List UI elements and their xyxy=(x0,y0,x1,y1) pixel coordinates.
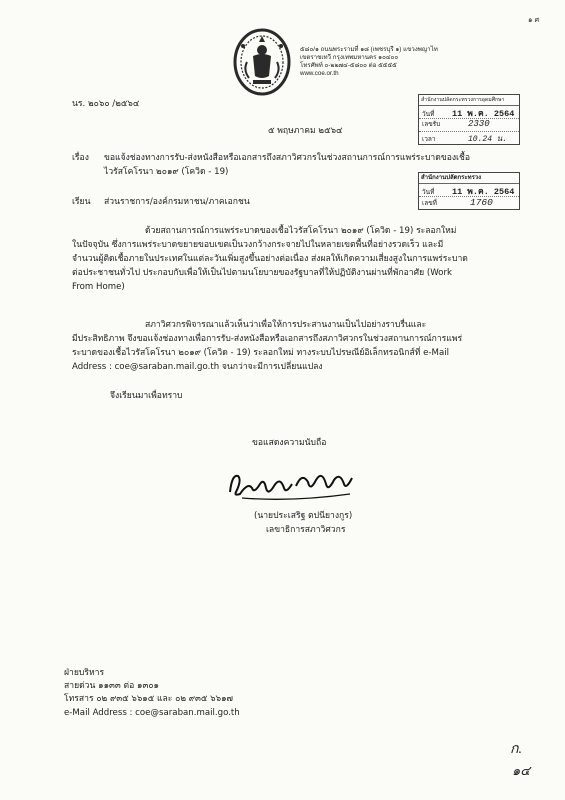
stamp-date-row xyxy=(419,184,519,197)
stamp-receive-row xyxy=(419,119,519,132)
stamp-receive-label: เลขรับ xyxy=(422,121,441,128)
stamp-heading: สำนักงานปลัดกระทรวง xyxy=(419,173,519,184)
footer-contact xyxy=(64,667,240,720)
footer-hotline: สายด่วน ๑๑๓๓ ต่อ ๑๓๐๑ xyxy=(64,681,160,692)
footer-fax: โทรสาร ๐๒ ๙๓๕ ๖๖๑๕ และ ๐๒ ๙๓๕ ๖๖๑๗ xyxy=(64,694,233,705)
received-stamp-2 xyxy=(418,172,520,210)
subject-line-1: ขอแจ้งช่องทางการรับ-ส่งหนังสือหรือเอกสารถึงสภาวิศวกรในช่วงสถานการณ์การแพร่ระบาดของเชื้อ xyxy=(104,153,470,163)
website-text: www.coe.or.th xyxy=(300,70,339,77)
paragraph-2-line: ระบาดของเชื้อไวรัสโคโรนา ๒๐๑๙ (โควิด - 19) ระลอกใหม่ ทางระบบไปรษณีย์อิเล็กทรอนิกส์ที่ e-Mail xyxy=(72,348,449,358)
address-line: เขตราชเทวี กรุงเทพมหานคร ๑๐๔๐๐ xyxy=(300,54,399,61)
stamp-heading: สำนักงานปลัดกระทรวงการอุดมศึกษา xyxy=(419,95,519,106)
paragraph-1-line: จำนวนผู้ติดเชื้อภายในประเทศในแต่ละวันเพิ่มสูงขึ้นอย่างต่อเนื่อง ส่งผลให้เกิดความเสี่ยงสูงในการแพร่ระบาด xyxy=(72,254,468,264)
paragraph-1-line: ด้วยสถานการณ์การแพร่ระบาดของเชื้อไวรัสโคโรนา ๒๐๑๙ (โควิด - 19) ระลอกใหม่ xyxy=(145,226,457,236)
paragraph-2-line: มีประสิทธิภาพ จึงขอแจ้งช่องทางเพื่อการรับ-ส่งหนังสือหรือเอกสารถึงสภาวิศวกรในช่วงสถานการณ์การแพร่ xyxy=(72,334,463,344)
stamp-number-value: 1760 xyxy=(470,197,493,208)
corner-mark: ก. xyxy=(510,742,522,757)
paragraph-2-line: Address : coe@saraban.mail.go.th จนกว่าจะมีการเปลี่ยนแปลง xyxy=(72,362,323,372)
address-block xyxy=(300,46,438,78)
stamp-date-row xyxy=(419,106,519,119)
stamp-time-value: 10.24 น. xyxy=(468,135,508,144)
signer-title: เลขาธิการสภาวิศวกร xyxy=(266,525,346,535)
letter-date: ๕ พฤษภาคม ๒๕๖๔ xyxy=(268,126,343,136)
paragraph-2-line: สภาวิศวกรพิจารณาแล้วเห็นว่าเพื่อให้การประสานงานเป็นไปอย่างราบรื่นและ xyxy=(145,320,427,330)
stamp-date-value: 11 พ.ค. 2564 xyxy=(452,187,515,197)
closing-request: จึงเรียนมาเพื่อทราบ xyxy=(110,391,183,401)
stamp-date-label: วันที่ xyxy=(422,189,435,196)
stamp-date-label: วันที่ xyxy=(422,111,435,118)
subject-line-2: ไวรัสโคโรนา ๒๐๑๙ (โควิด - 19) xyxy=(104,167,229,177)
footer-email: e-Mail Address : coe@saraban.mail.go.th xyxy=(64,707,240,718)
regards-text: ขอแสดงความนับถือ xyxy=(252,438,327,448)
stamp-time-row xyxy=(419,132,519,144)
salutation-text: ส่วนราชการ/องค์กรมหาชน/ภาคเอกชน xyxy=(104,197,250,207)
stamp-receive-value: 2330 xyxy=(468,119,490,129)
page-mark: ๑ ศ xyxy=(528,16,540,24)
stamp-date-value: 11 พ.ค. 2564 xyxy=(452,109,515,119)
signer-name: (นายประเสริฐ ตปนียางกูร) xyxy=(254,511,353,521)
address-line: โทรศัพท์ ๐-๒๒๗๔-๕๘๐๐ ต่อ ๕๕๕๕ xyxy=(300,62,397,69)
salutation-label: เรียน xyxy=(72,197,91,207)
footer-department: ฝ่ายบริหาร xyxy=(64,668,105,678)
received-stamp-1 xyxy=(418,94,520,145)
stamp-number-row xyxy=(419,197,519,209)
council-emblem-icon xyxy=(229,26,295,100)
paragraph-1-line: ในปัจจุบัน ซึ่งการแพร่ระบาดขยายขอบเขตเป็นวงกว้างกระจายไปในหลายเขตพื้นที่อย่างรวดเร็ว และมี xyxy=(72,240,444,250)
signature-image xyxy=(222,462,362,506)
stamp-number-label: เลขที่ xyxy=(422,200,437,207)
paragraph-1-line: From Home) xyxy=(72,282,125,292)
stamp-time-label: เวลา xyxy=(422,136,436,143)
address-line: ๕๘๐/๑ ถนนพระรามที่ ๑๘ (เพชรบุรี ๑) แขวงพญาไท xyxy=(300,46,438,53)
subject-label: เรื่อง xyxy=(72,153,89,163)
reference-number: นร. ๒๐๖๐ /๒๕๖๔ xyxy=(72,99,140,109)
paragraph-1-line: ต่อประชาชนทั่วไป ประกอบกับเพื่อให้เป็นไปตามนโยบายของรัฐบาลที่ให้ปฏิบัติงานผ่านที่พักอาศัย (Work xyxy=(72,268,452,278)
corner-mark: ๑๔ xyxy=(512,763,531,778)
